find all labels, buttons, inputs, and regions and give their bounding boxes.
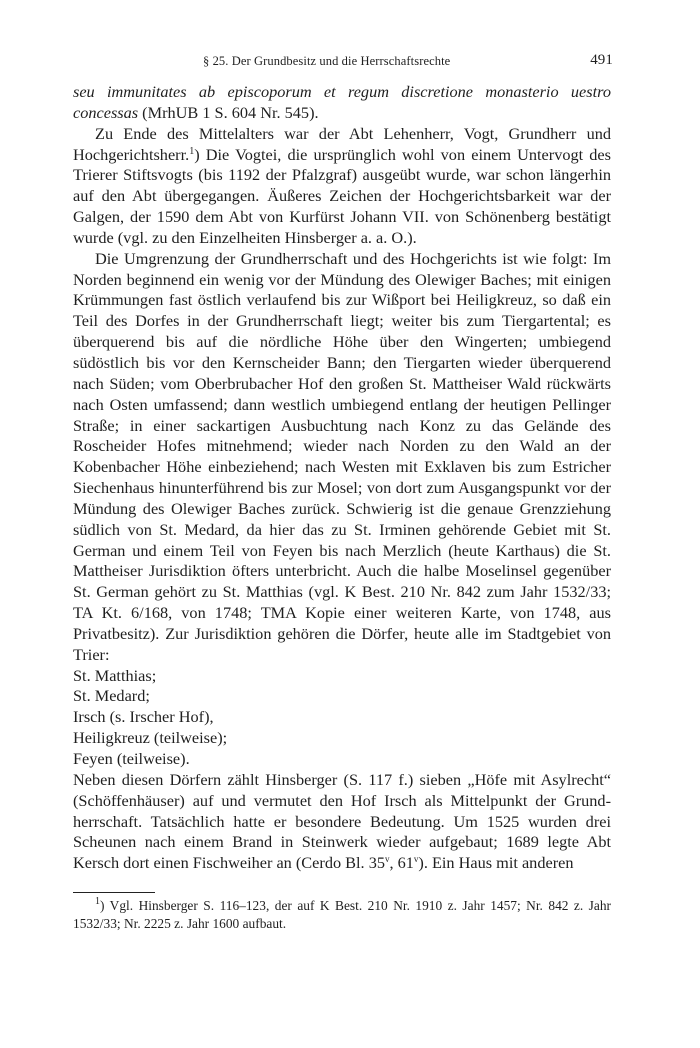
paragraph-4-text-c: ). Ein Haus mit anderen	[418, 853, 574, 873]
chapter-title: § 25. Der Grundbesitz und die Herrschaftsrechte	[203, 54, 451, 68]
footnotes	[73, 897, 611, 933]
paragraph-2-text-b: ) Die Vogtei, die ursprünglich wohl von einem Untervogt des Trierer Stiftsvogts (bis 1192 der Pfalzgraf) ausgeübt wurde, war schon längerhin auf den Abt übergegangen. Äußeres Zeichen der Hochgerichtsbarkeit war der Galgen, der 1590 dem Abt von Kurfürst Johann VII. von Schönenberg bestätigt wurde (vgl. zu den Einzelheiten Hinsberger a. a. O.).	[73, 144, 611, 247]
paragraph-4	[73, 770, 611, 874]
verso-mark: v	[413, 854, 419, 865]
footnote-text: ) Vgl. Hinsberger S. 116–123, der auf K Best. 210 Nr. 1910 z. Jahr 1457; Nr. 842 z. Jahr 1532/33; Nr. 2225 z. Jahr 1600 aufbaut.	[73, 898, 611, 931]
village-item: St. Matthias;	[73, 665, 157, 685]
citation: (MrhUB 1 S. 604 Nr. 545).	[138, 102, 319, 122]
footnote-marker: 1	[95, 896, 100, 907]
footnote-1	[73, 897, 611, 933]
paragraph-4-text-a: Neben diesen Dörfern zählt Hinsberger (S. 117 f.) sieben „Höfe mit Asylrecht“ (Schöffenhäuser) auf und vermutet den Hof Irsch als Mittelpunkt der Grundherrschaft. Tatsächlich hatte er besondere Bedeutung. Um 1525 wurden drei Scheunen nach einem Brand in Steinwerk wieder aufgebaut; 1689 legte Abt Kersch dort einen Fischweiher an (Cerdo Bl. 35	[73, 769, 611, 873]
village-item: St. Medard;	[73, 686, 150, 706]
latin-quote: seu immunitates ab episcoporum et regum discretione monasterio uestro concessas	[73, 82, 611, 122]
paragraph-2-text-a: Zu Ende des Mittelalters war der Abt Lehenherr, Vogt, Grundherr und Hochgerichtsherr.	[73, 123, 611, 164]
village-item: Heiligkreuz (teilweise);	[73, 728, 228, 748]
running-head	[73, 52, 613, 72]
page-number: 491	[590, 52, 613, 68]
village-item: Feyen (teilweise).	[73, 749, 190, 768]
paragraph-2	[73, 124, 611, 249]
village-item: Irsch (s. Irscher Hof),	[73, 707, 214, 727]
footnote-divider	[73, 892, 155, 893]
paragraph-1	[73, 82, 611, 124]
village-list	[73, 666, 611, 770]
verso-mark: v	[384, 854, 390, 865]
paragraph-4-text-b: , 61	[389, 853, 414, 873]
paragraph-3: Die Umgrenzung der Grundherrschaft und des Hochgerichts ist wie folgt: Im Norden beginnend ein wenig vor der Mündung des Olewiger Baches; mit einigen Krümmungen fast östlich verlaufend bis zur Wißport bei Heiligkreuz, so daß ein Teil des Dorfes in der Grundherrschaft liegt; weiter bis zum Tiergartental; es überquerend bis auf die nördliche Höhe über den Wingerten; umbiegend südöstlich bis vor den Kernscheider Bann; den Tiergarten wieder überquerend nach Süden; vom Oberbrubacher Hof den großen St. Mattheiser Wald rückwärts nach Osten umfassend; dann westlich umbiegend entlang der heutigen Pellinger Straße; in einer sackartigen Ausbuchtung nach Konz zu das Gelände des Roscheider Hofes mitnehmend; wieder nach Norden zu den Wald an der Kobenbacher Höhe einbeziehend; nach Westen mit Exklaven bis zum Estricher Siechenhaus hinunterführend bis zur Mosel; von dort zum Ausgangspunkt vor der Mündung des Olewiger Baches zurück. Schwierig ist die genaue Grenzziehung südlich von St. Medard, da hier das zu St. Irminen gehörende Gebiet mit St. German und einem Teil von Feyen bis nach Merzlich (heute Karthaus) die St. Mattheiser Jurisdiktion öfters unterbricht. Auch die halbe Moselinsel gegenüber St. German gehört zu St. Matthias (vgl. K Best. 210 Nr. 842 zum Jahr 1532/33; TA Kt. 6/168, von 1748; TMA Kopie einer weiteren Karte, von 1748, aus Privatbesitz). Zur Jurisdiktion gehören die Dörfer, heute alle im Stadtgebiet von Trier:	[73, 248, 611, 664]
body-text	[73, 82, 611, 874]
footnote-ref-1[interactable]: 1	[189, 145, 195, 157]
